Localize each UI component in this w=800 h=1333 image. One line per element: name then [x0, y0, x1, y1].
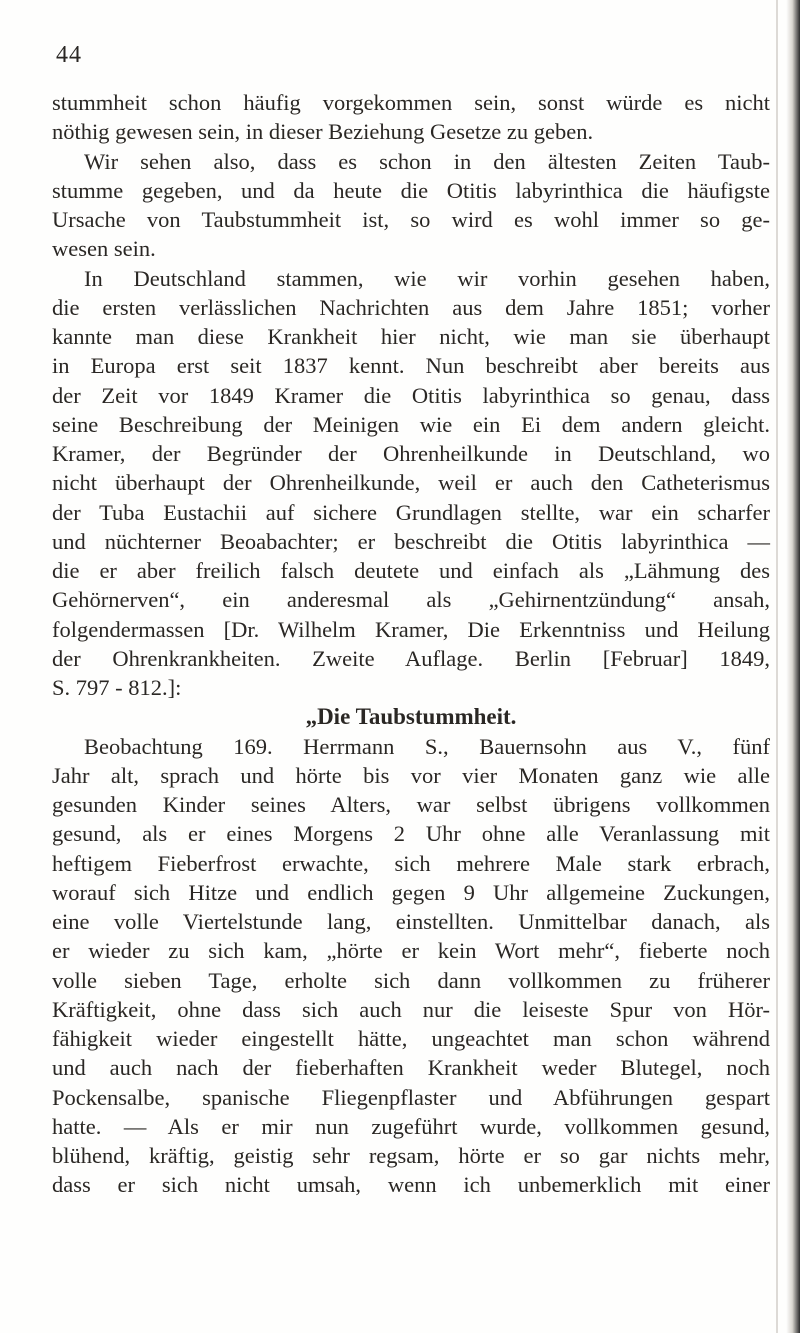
text-line: In Deutschland stammen, wie wir vorhin gesehen haben,: [84, 265, 770, 291]
text-line: seine Beschreibung der Meinigen wie ein Ei dem andern gleicht.: [52, 411, 770, 437]
text-line: S. 797 - 812.]:: [52, 675, 182, 700]
text-line: nöthig gewesen sein, in dieser Beziehung Gesetze zu geben.: [52, 119, 594, 145]
text-line: volle sieben Tage, erholte sich dann vollkommen zu früherer: [52, 967, 770, 993]
text-line: der Tuba Eustachii auf sichere Grundlagen stellte, war ein scharfer: [52, 499, 770, 525]
text-line: Ursache von Taubstummheit ist, so wird es wohl immer so ge-: [52, 207, 770, 232]
text-line: er wieder zu sich kam, „hörte er kein Wort mehr“, fieberte noch: [52, 938, 770, 964]
text-line: stumme gegeben, und da heute die Otitis labyrinthica die häufigste: [52, 177, 770, 203]
text-line: gesund, als er eines Morgens 2 Uhr ohne alle Veranlassung mit: [52, 821, 770, 847]
text-line: in Europa erst seit 1837 kennt. Nun beschreibt aber bereits aus: [52, 353, 770, 379]
text-line: gesunden Kinder seines Alters, war selbst übrigens vollkommen: [52, 792, 770, 817]
text-line: wesen sein.: [52, 236, 156, 262]
text-line: der Zeit vor 1849 Kramer die Otitis labyrinthica so genau, dass: [52, 382, 770, 408]
text-line: worauf sich Hitze und endlich gegen 9 Uhr allgemeine Zuckungen,: [52, 879, 770, 905]
page-number: 44: [56, 42, 82, 68]
text-line: nicht überhaupt der Ohrenheilkunde, weil er auch den Catheterismus: [52, 470, 770, 496]
text-line: der Ohrenkrankheiten. Zweite Auflage. Berlin [Februar] 1849,: [52, 645, 770, 671]
text-line: und auch nach der fieberhaften Krankheit weder Blutegel, noch: [52, 1055, 770, 1081]
text-line: die er aber freilich falsch deutete und einfach als „Lähmung des: [52, 558, 770, 583]
text-line: folgendermassen [Dr. Wilhelm Kramer, Die Erkenntniss und Heilung: [52, 616, 770, 642]
text-line: heftigem Fieberfrost erwachte, sich mehrere Male stark erbrach,: [52, 850, 770, 876]
text-line: Pockensalbe, spanische Fliegenpflaster und Abführungen gespart: [52, 1084, 770, 1110]
text-line: Kramer, der Begründer der Ohrenheilkunde in Deutschland, wo: [52, 441, 770, 466]
text-line: hatte. — Als er mir nun zugeführt wurde, vollkommen gesund,: [52, 1113, 770, 1139]
text-line: Beobachtung 169. Herrmann S., Bauernsohn aus V., fünf: [84, 733, 770, 759]
text-line: stummheit schon häufig vorgekommen sein, sonst würde es nicht: [52, 90, 770, 115]
body-text: [52, 88, 770, 1200]
text-line: blühend, kräftig, geistig sehr regsam, hörte er so gar nichts mehr,: [52, 1143, 770, 1168]
text-line: Gehörnerven“, ein anderesmal als „Gehirnentzündung“ ansah,: [52, 587, 770, 613]
text-line: eine volle Viertelstunde lang, einstellten. Unmittelbar danach, als: [52, 909, 770, 934]
text-line: fähigkeit wieder eingestellt hätte, ungeachtet man schon während: [52, 1026, 770, 1051]
text-line: dass er sich nicht umsah, wenn ich unbemerklich mit einer: [52, 1172, 770, 1198]
page-edge-shadow: [786, 0, 800, 1333]
section-heading: „Die Taubstummheit.: [305, 704, 517, 730]
text-line: die ersten verlässlichen Nachrichten aus dem Jahre 1851; vorher: [52, 294, 770, 320]
page-edge-line: [776, 0, 778, 1333]
text-line: kannte man diese Krankheit hier nicht, wie man sie überhaupt: [52, 324, 770, 349]
text-line: Wir sehen also, dass es schon in den ältesten Zeiten Taub-: [84, 148, 770, 174]
text-line: Kräftigkeit, ohne dass sich auch nur die leiseste Spur von Hör-: [52, 996, 770, 1022]
text-line: und nüchterner Beoabachter; er beschreibt die Otitis labyrinthica —: [52, 528, 770, 554]
text-line: Jahr alt, sprach und hörte bis vor vier Monaten ganz wie alle: [52, 762, 770, 788]
